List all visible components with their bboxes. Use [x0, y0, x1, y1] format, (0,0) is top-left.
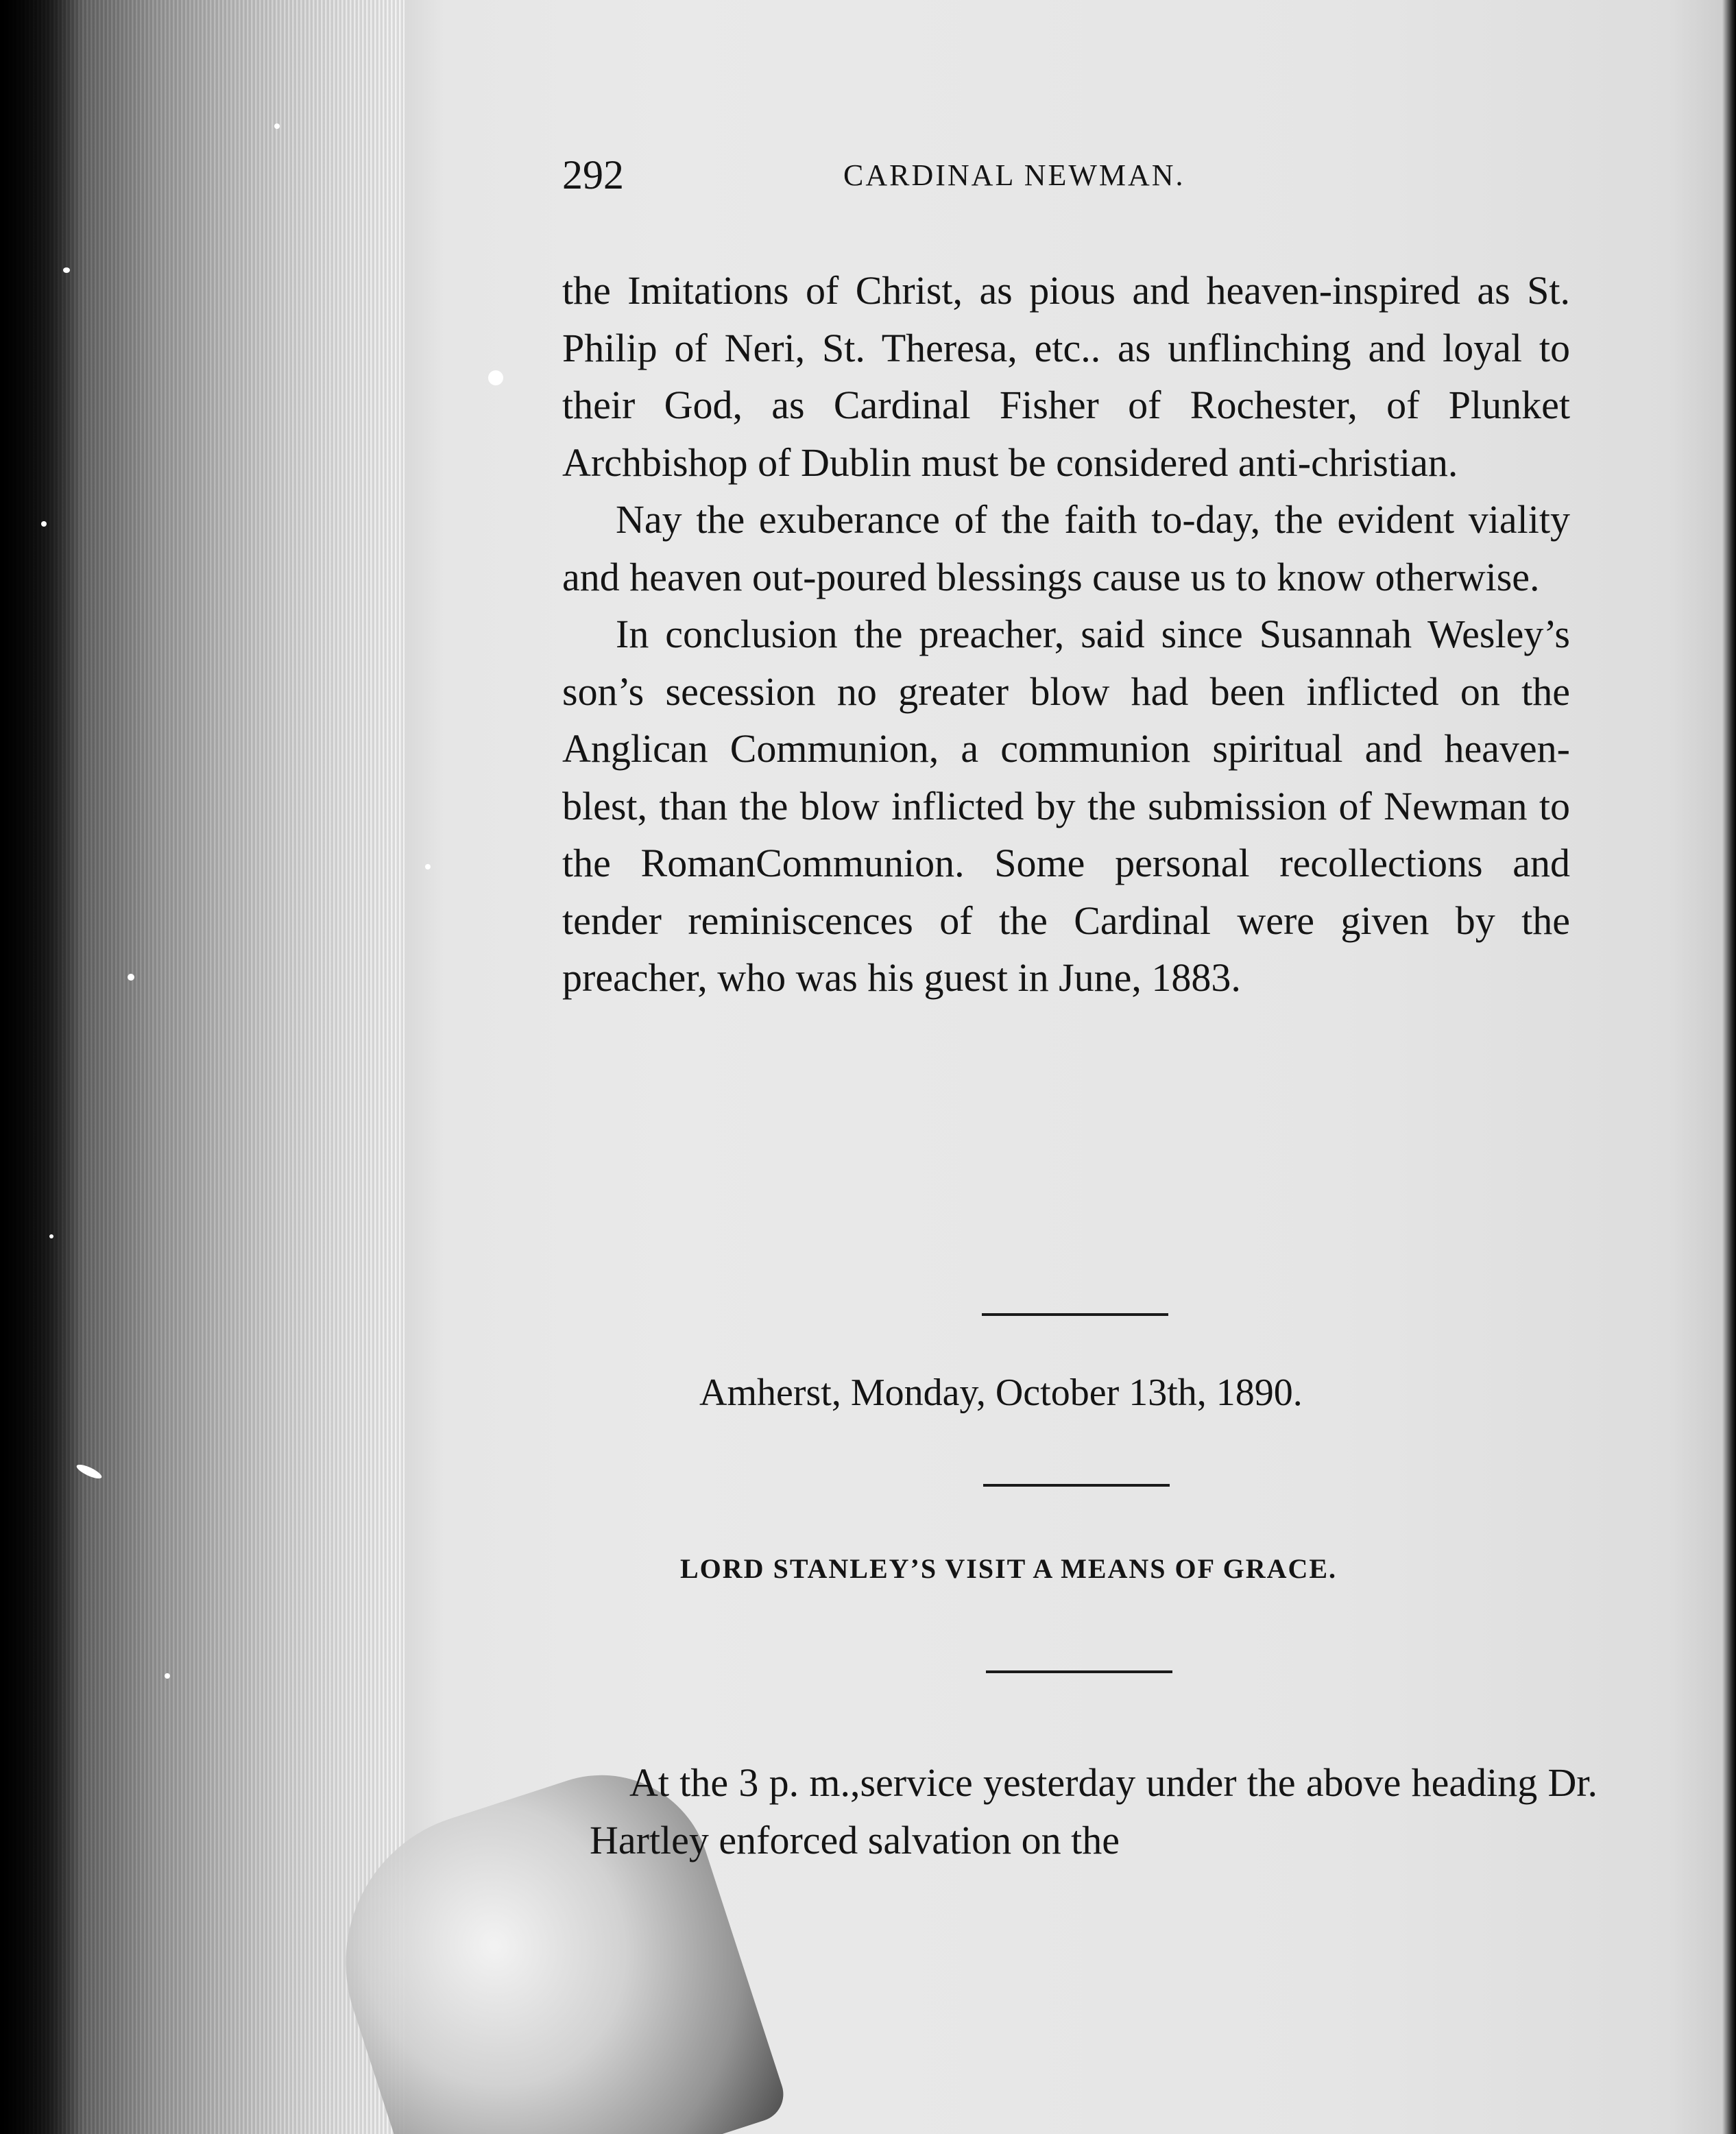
dust-speck [274, 123, 280, 129]
section-divider [983, 1484, 1170, 1487]
dust-speck [49, 1234, 53, 1238]
dust-speck [488, 370, 503, 385]
dust-speck [165, 1673, 170, 1679]
article-headline: LORD STANLEY’S VISIT A MEANS OF GRACE. [680, 1553, 1338, 1584]
dust-speck [63, 267, 70, 273]
section-divider [986, 1670, 1172, 1673]
running-title: CARDINAL NEWMAN. [843, 158, 1185, 192]
dust-speck [128, 974, 134, 981]
page-number: 292 [562, 152, 624, 197]
paragraph: the Imitations of Christ, as pious and heaven-inspired as St. Philip of Neri, St. Theresa, etc.. as unflinching and loyal to their God, as Cardinal Fisher of Rochester, of Plunket Archbishop of Dublin must be considered anti-christian. [562, 268, 1570, 485]
page-right-edge [1722, 0, 1736, 2134]
paragraph: In conclusion the preacher, said since Susannah Wesley’s son’s secession no greater blow had been inflicted on the Anglican Communion, a communion spiritual and heaven-blest, than the blow inflicted by the submission of Newman to the RomanCommunion. Some personal recollections and tender reminiscences of the Cardinal were given by the preacher, who was his guest in June, 1883. [562, 612, 1570, 1000]
running-head [562, 151, 1577, 199]
body-text-continued [590, 1754, 1598, 1869]
paragraph: Nay the exuberance of the faith to-day, the evident viality and heaven out-poured blessings cause us to know otherwise. [562, 497, 1570, 599]
spine-shadow [0, 0, 82, 2134]
dateline: Amherst, Monday, October 13th, 1890. [699, 1371, 1303, 1414]
dust-speck [41, 521, 47, 527]
paragraph: At the 3 p. m.,service yesterday under the above heading Dr. Hartley enforced salvation on the [590, 1760, 1598, 1862]
section-divider [982, 1313, 1168, 1316]
body-text [562, 262, 1570, 1007]
dust-speck [425, 864, 431, 870]
